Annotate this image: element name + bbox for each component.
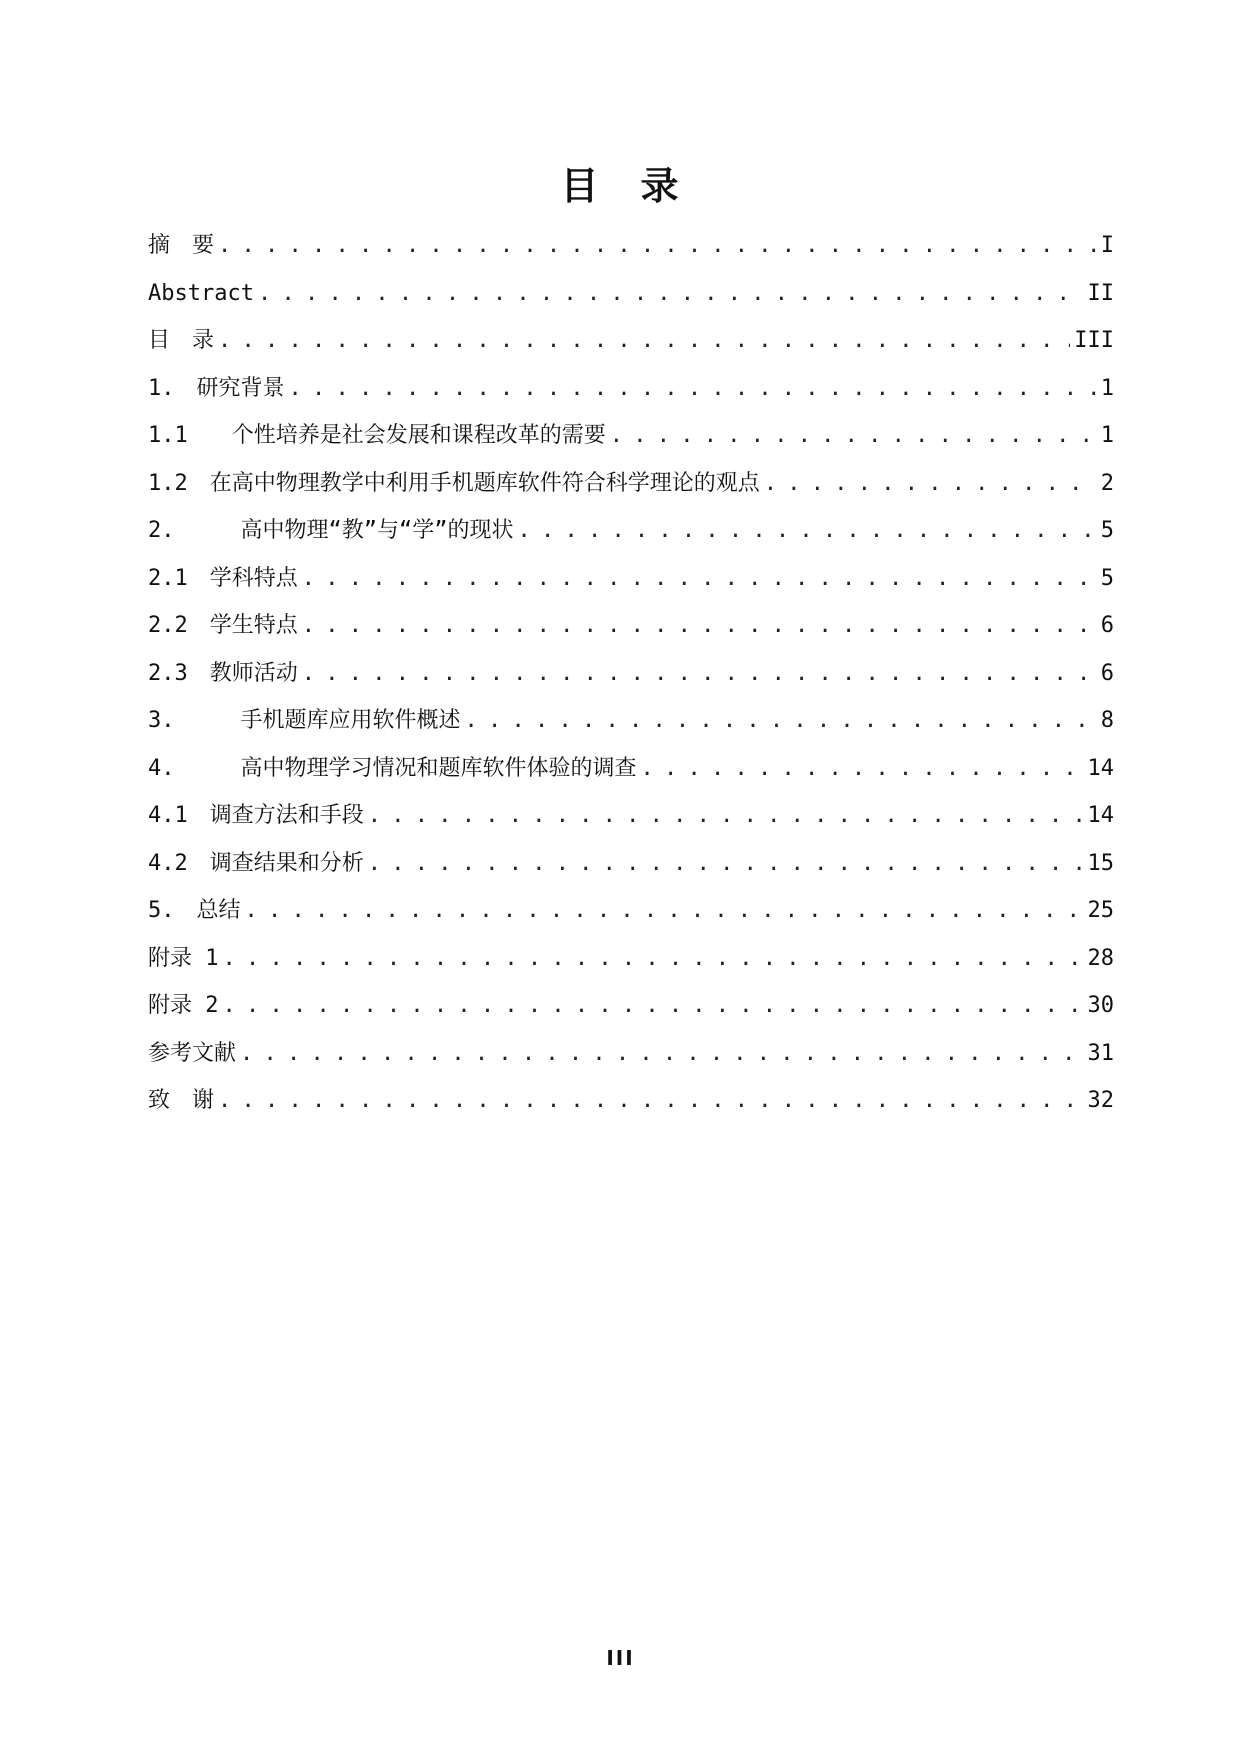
toc-entry-page: 15 (1087, 850, 1114, 876)
toc-entry-page: 8 (1100, 708, 1114, 733)
toc-entry-number: 2.1 (148, 565, 210, 591)
toc-entry-page: 1 (1100, 375, 1114, 401)
toc-entry-label: 参考文献 (148, 1040, 237, 1066)
toc-leader-dots (245, 891, 1084, 931)
toc-leader-dots (302, 654, 1097, 694)
toc-entry-number: 2.3 (148, 660, 210, 686)
toc-entry-label: 高中物理“教”与“学”的现状 (240, 518, 514, 543)
toc-leader-dots (258, 274, 1084, 314)
toc-entry-page: 1 (1100, 423, 1114, 448)
toc-entry-page: 30 (1087, 993, 1114, 1018)
toc-entry-label: 目 录 (148, 328, 215, 353)
toc-leader-dots (218, 321, 1070, 361)
toc-leader-dots (240, 1034, 1083, 1074)
toc-entry-number: 4. (148, 755, 241, 781)
toc-entry[interactable] (148, 559, 1114, 607)
toc-leader-dots (764, 464, 1097, 504)
toc-entry-page: 14 (1087, 803, 1114, 828)
toc-entry-page: 28 (1087, 945, 1114, 971)
toc-leader-dots (517, 511, 1096, 551)
toc-entry-number: 2.2 (148, 613, 210, 638)
toc-entry[interactable] (148, 1081, 1114, 1129)
toc-leader-dots (302, 606, 1097, 646)
toc-leader-dots (218, 1081, 1083, 1121)
toc-entry[interactable] (148, 1034, 1114, 1082)
toc-leader-dots (223, 939, 1084, 979)
toc-entry-page: 5 (1100, 565, 1114, 591)
toc-entry-page: I (1100, 233, 1114, 258)
toc-leader-dots (641, 749, 1084, 789)
toc-entry-label: 总结 (196, 898, 241, 923)
toc-entry-label: 附录 2 (148, 993, 219, 1018)
toc-leader-dots (218, 226, 1097, 266)
toc-leader-dots (368, 796, 1084, 836)
toc-leader-dots (289, 369, 1097, 409)
toc-entry-page: II (1087, 280, 1114, 306)
toc-entry-label: 研究背景 (196, 375, 285, 401)
toc-entry-page: 14 (1087, 755, 1114, 781)
toc-entry-number: 4.1 (148, 803, 210, 828)
toc-entry[interactable] (148, 796, 1114, 844)
toc-leader-dots (368, 844, 1084, 884)
toc-leader-dots (610, 416, 1097, 456)
toc-entry-label: 个性培养是社会发展和课程改革的需要 (231, 423, 606, 448)
toc-entry-page: 25 (1087, 898, 1114, 923)
toc-entry[interactable] (148, 749, 1114, 797)
toc-entry[interactable] (148, 416, 1114, 464)
toc-entry[interactable] (148, 321, 1114, 369)
toc-entry[interactable] (148, 844, 1114, 892)
toc-entry[interactable] (148, 464, 1114, 512)
toc-entry[interactable] (148, 891, 1114, 939)
toc-entry-number: 4.2 (148, 850, 210, 876)
toc-entry-label: 调查结果和分析 (209, 850, 364, 876)
toc-leader-dots (302, 559, 1097, 599)
toc-entry-page: III (1074, 328, 1114, 353)
toc-entry[interactable] (148, 939, 1114, 987)
toc-entry-label: 摘 要 (148, 233, 215, 258)
toc-entry-page: 6 (1100, 660, 1114, 686)
toc-entry-page: 5 (1100, 518, 1114, 543)
toc-entry-label: 高中物理学习情况和题库软件体验的调查 (240, 755, 637, 781)
toc-entry[interactable] (148, 369, 1114, 417)
toc-entry-page: 2 (1100, 470, 1114, 496)
toc-entry-page: 32 (1087, 1088, 1114, 1113)
table-of-contents (148, 226, 1114, 1129)
toc-entry-label: 教师活动 (209, 660, 298, 686)
toc-entry-number: 3. (148, 708, 241, 733)
toc-entry[interactable] (148, 226, 1114, 274)
toc-entry-number: 1.1 (148, 423, 232, 448)
toc-entry-label: 学生特点 (209, 613, 298, 638)
toc-entry-label: Abstract (148, 280, 254, 306)
toc-entry-label: 致 谢 (148, 1088, 215, 1113)
toc-leader-dots (223, 986, 1084, 1026)
toc-entry-page: 6 (1100, 613, 1114, 638)
page-number: III (606, 1646, 635, 1670)
toc-entry-page: 31 (1087, 1040, 1114, 1066)
toc-entry-number: 1. (148, 375, 197, 401)
toc-entry-label: 学科特点 (209, 565, 298, 591)
toc-entry-number: 1.2 (148, 470, 210, 496)
toc-entry-label: 附录 1 (148, 945, 219, 971)
toc-entry-label: 调查方法和手段 (209, 803, 364, 828)
toc-leader-dots (465, 701, 1097, 741)
toc-entry[interactable] (148, 274, 1114, 322)
toc-entry[interactable] (148, 511, 1114, 559)
toc-entry-label: 在高中物理教学中利用手机题库软件符合科学理论的观点 (209, 470, 760, 496)
toc-entry[interactable] (148, 986, 1114, 1034)
page-title: 目 录 (560, 164, 681, 208)
toc-entry-number: 5. (148, 898, 197, 923)
toc-entry-number: 2. (148, 518, 241, 543)
toc-entry[interactable] (148, 701, 1114, 749)
toc-entry-label: 手机题库应用软件概述 (240, 708, 461, 733)
toc-entry[interactable] (148, 606, 1114, 654)
toc-entry[interactable] (148, 654, 1114, 702)
